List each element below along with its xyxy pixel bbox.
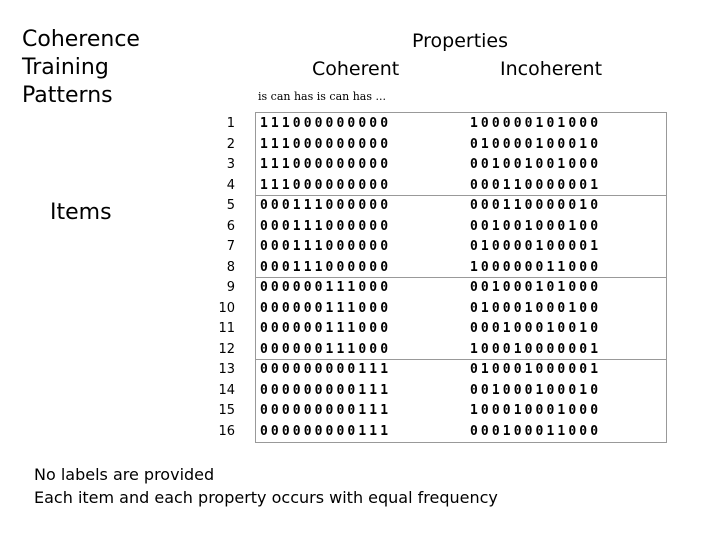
table-row [256,299,666,320]
incoherent-bits: 000110000010 [470,198,602,213]
coherent-bits: 111000000000 [260,116,392,131]
table-row [256,135,666,156]
row-number: 2 [226,136,235,152]
coherent-bits: 111000000000 [260,177,392,193]
coherent-bits: 000000111000 [260,321,392,336]
row-number: 1 [226,116,235,131]
row-number: 11 [218,321,235,336]
incoherent-label: Incoherent [500,58,603,80]
verbs-header: is can has is can has ... [258,90,386,103]
table-row [256,278,666,299]
row-number: 9 [226,280,235,295]
row-number: 15 [218,403,235,418]
properties-title: Properties [412,30,509,52]
table-row [256,340,666,361]
coherent-bits: 000000111000 [260,300,392,316]
table-row [256,237,666,258]
incoherent-bits: 001001000100 [470,218,602,234]
incoherent-bits: 000100011000 [470,423,602,439]
table-row [256,155,666,176]
incoherent-bits: 001001001000 [470,157,602,172]
coherent-bits: 000000111000 [260,280,392,295]
slide-title: Coherence Training Patterns [22,27,140,108]
coherent-bits: 000000000111 [260,362,392,377]
coherent-bits: 000111000000 [260,218,392,234]
row-number: 4 [226,177,235,193]
table-row [256,217,666,238]
row-number: 3 [226,157,235,172]
incoherent-bits: 000100010010 [470,321,602,336]
incoherent-bits: 100000101000 [470,116,602,131]
footer-line: No labels are provided [34,465,215,484]
row-number: 14 [218,382,235,398]
table-row [256,319,666,340]
coherent-bits: 000000000111 [260,423,392,439]
table-row [256,176,666,197]
incoherent-bits: 100010000001 [470,341,602,357]
coherent-bits: 111000000000 [260,136,392,152]
incoherent-bits: 010000100010 [470,136,602,152]
incoherent-bits: 010000100001 [470,239,602,254]
row-number: 7 [226,239,235,254]
coherent-bits: 000111000000 [260,198,392,213]
row-number: 8 [226,259,235,275]
coherent-bits: 000000000111 [260,403,392,418]
table-row [256,114,666,135]
row-number: 13 [218,362,235,377]
items-label: Items [50,200,112,225]
table-row [256,360,666,381]
incoherent-bits: 100010001000 [470,403,602,418]
row-number: 10 [218,300,235,316]
row-number: 5 [226,198,235,213]
coherent-label: Coherent [312,58,400,80]
table-row [256,196,666,217]
table-row [256,401,666,422]
incoherent-bits: 010001000001 [470,362,602,377]
coherent-bits: 000000111000 [260,341,392,357]
row-number: 16 [218,423,235,439]
row-numbers [200,114,235,442]
coherent-bits: 000000000111 [260,382,392,398]
coherent-bits: 000111000000 [260,259,392,275]
incoherent-bits: 001000100010 [470,382,602,398]
incoherent-bits: 010001000100 [470,300,602,316]
row-number: 12 [218,341,235,357]
incoherent-bits: 100000011000 [470,259,602,275]
incoherent-bits: 000110000001 [470,177,602,193]
coherent-bits: 111000000000 [260,157,392,172]
pattern-table [255,112,667,443]
footer-notes [34,463,498,509]
coherent-bits: 000111000000 [260,239,392,254]
footer-line: Each item and each property occurs with equal frequency [34,488,498,507]
incoherent-bits: 001000101000 [470,280,602,295]
table-row [256,381,666,402]
table-row [256,258,666,279]
row-number: 6 [226,218,235,234]
table-row [256,422,666,443]
